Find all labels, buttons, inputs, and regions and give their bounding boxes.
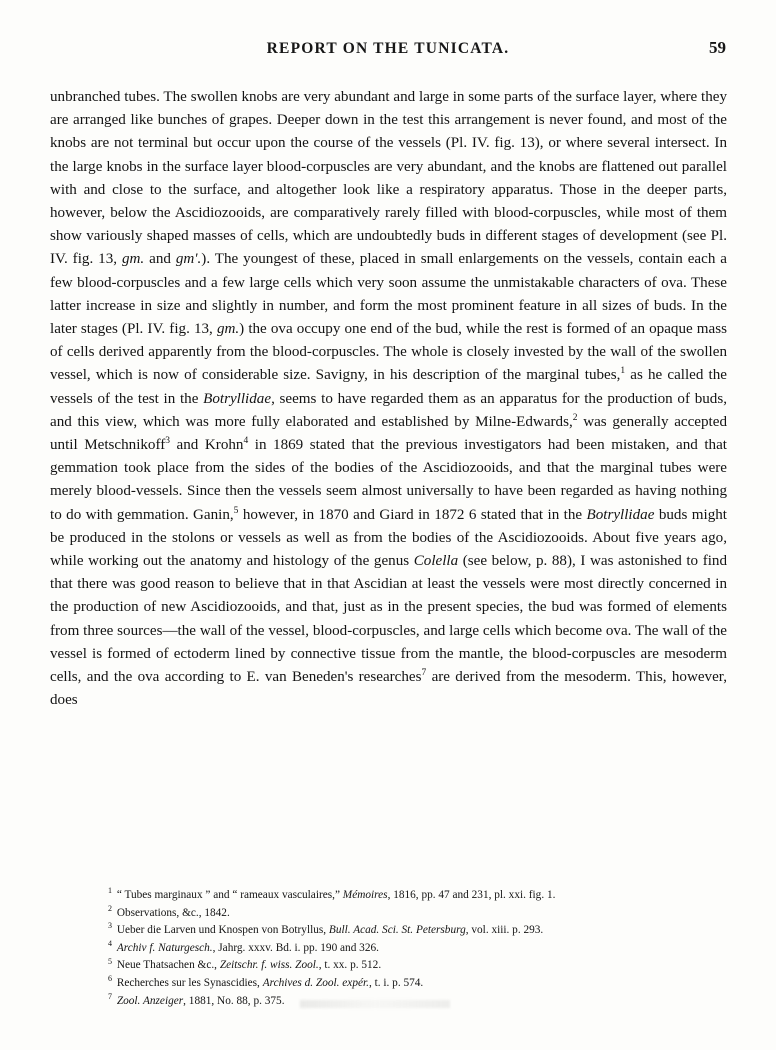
footnote-4: $^4$ Archiv f. Naturgesch., Jahrg. xxxv. Bd. i. pp. 190 and 326. — [108, 939, 379, 954]
footnotes-block — [108, 887, 708, 1010]
footnote-6: $^6$ Recherches sur les Synascidies, Archives d. Zool. expér., t. i. p. 574. — [108, 974, 424, 989]
page-header — [50, 40, 726, 62]
footnote-1: $^1$ “ Tubes marginaux ” and “ rameaux vasculaires,” Mémoires, 1816, pp. 47 and 231, pl. xxi. fig. 1. — [108, 886, 556, 901]
page-number: 59 — [709, 38, 726, 57]
footnote-5: $^5$ Neue Thatsachen &c., Zeitschr. f. wiss. Zool., t. xx. p. 512. — [108, 956, 382, 972]
running-title: REPORT ON THE TUNICATA. — [266, 40, 510, 57]
footnote-3: $^3$ Ueber die Larven und Knospen von Botryllus, Bull. Acad. Sci. St. Petersburg, vol. xiii. p. 293. — [108, 921, 544, 937]
footnote-7: $^7$ Zool. Anzeiger, 1881, No. 88, p. 375. — [108, 991, 285, 1007]
footnote-2: $^2$ Observations, &c., 1842. — [108, 903, 230, 919]
body-text: unbranched tubes. The swollen knobs are very abundant and large in some parts of the surface layer, where they are arranged like bunches of grapes. Deeper down in the test this arrangement is never found, and most of the knobs are not terminal but occur upon the course of the vessels (Pl. IV. fig. 13), or where several intersect. In the large knobs in the surface layer blood-corpuscles are very abundant, and the knobs are flattened out parallel with and close to the surface, and altogether look like a respiratory apparatus. Those in the deeper parts, however, below the Ascidiozooids, are comparatively rarely filled with blood-corpuscles, while most of them show variously shaped masses of cells, which are undoubtedly buds in different stages of development (see Pl. IV. fig. 13, gm. and gm'.). The youngest of these, placed in small enlargements on the vessels, contain each a few blood-corpuscles and a few large cells which very soon assume the unmistakable characters of ova. These latter increase in size and slightly in number, and form the most prominent feature in all sizes of buds. In the later stages (Pl. IV. fig. 13, gm.) the ova occupy one end of the bud, while the rest is formed of an opaque mass of cells derived apparently from the blood-corpuscles. The whole is closely invested by the wall of the swollen vessel, which is now of considerable size. Savigny, in his description of the marginal tubes,$^1$ as he called the vessels of the test in the Botryllidae, seems to have regarded them as an apparatus for the production of buds, and this view, which was more fully elaborated and established by Milne-Edwards,$^2$ was generally accepted until Metschnikoff$^3$ and Krohn$^4$ in 1869 stated that the previous investigators had been mistaken, and that gemmation took place from the sides of the bodies of the Ascidiozooids, and that the marginal tubes were merely blood-vessels. Since then the vessels seem almost universally to have been regarded as having nothing to do with gemmation. Ganin,$^5$ however, in 1870 and Giard in 1872 6 stated that in the Botryllidae buds might be produced in the stolons or vessels as well as from the bodies of the Ascidiozooids. About five years ago, while working out the anatomy and histology of the genus Colella (see below, p. 88), I was astonished to find that there was good reason to believe that in that Ascidian at least the vessels were most directly concerned in the production of new Ascidiozooids, and that, just as in the present species, the bud was formed of elements from three sources—the wall of the vessel, blood-corpuscles, and large cells which become ova. The wall of the vessel is formed of ectoderm lined by connective tissue from the mantle, the blood-corpuscles are mesoderm cells, and the ova according to E. van Beneden's researches$^7$ are derived from the mesoderm. This, however, does — [50, 89, 728, 709]
